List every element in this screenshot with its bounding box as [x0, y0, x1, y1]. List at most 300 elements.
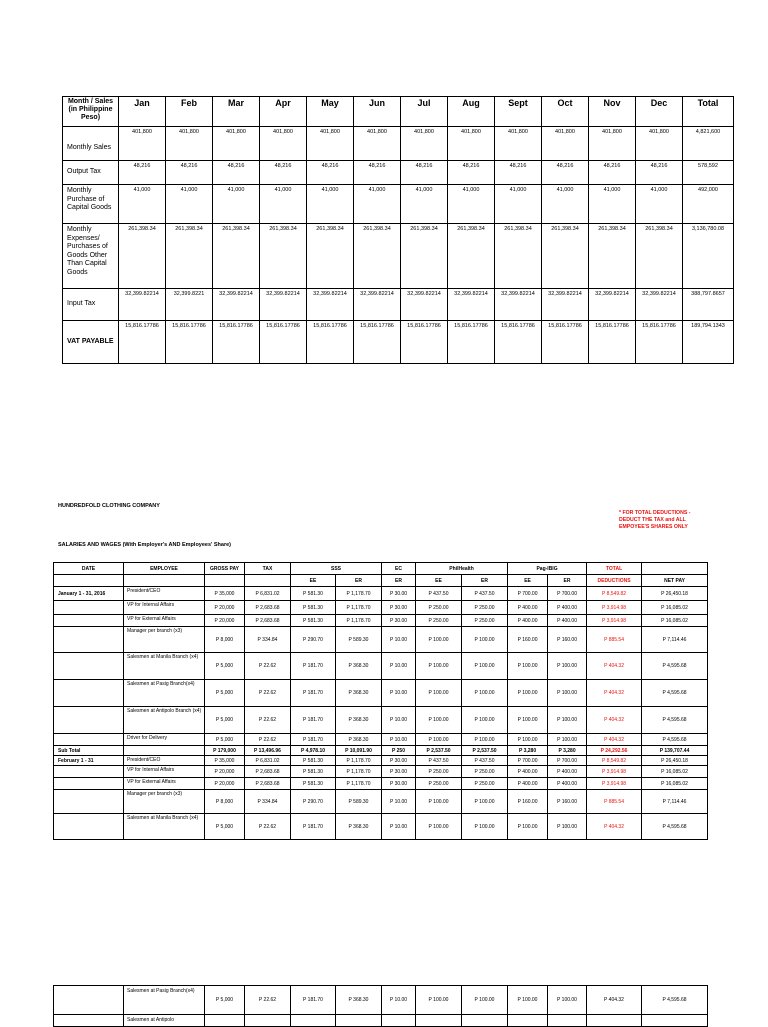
- date-cell: [54, 790, 124, 814]
- employee-cell: President/CEO: [124, 756, 205, 766]
- net-pay-cell: P 4,595.68: [642, 814, 708, 840]
- vat-row: [63, 185, 734, 224]
- pagibig-er-cell: P 700.00: [548, 756, 587, 766]
- header-ph-ee: EE: [416, 575, 462, 587]
- date-cell: [54, 627, 124, 653]
- gross-pay-cell: P 20,000: [205, 615, 245, 627]
- vat-cell: 48,216: [213, 161, 260, 185]
- gross-pay-cell: P 5,000: [205, 814, 245, 840]
- pagibig-er-cell: P 100.00: [548, 707, 587, 734]
- vat-cell: 401,800: [542, 127, 589, 161]
- vat-row-label: Monthly Purchase of Capital Goods: [63, 185, 119, 224]
- vat-cell: 261,398.34: [401, 224, 448, 289]
- total-deductions-cell: P 404.32: [587, 653, 642, 680]
- vat-cell: 15,816.17786: [213, 321, 260, 364]
- vat-cell: 261,398.34: [448, 224, 495, 289]
- vat-row-label: Monthly Sales: [63, 127, 119, 161]
- tax-cell: P 22.62: [245, 814, 291, 840]
- vat-cell: 261,398.34: [119, 224, 166, 289]
- header-sss: SSS: [291, 563, 382, 575]
- pagibig-ee-cell: P 400.00: [508, 778, 548, 790]
- total-deductions-cell: P 8,549.82: [587, 587, 642, 601]
- net-pay-cell: P 4,595.68: [642, 653, 708, 680]
- ec-er-cell: P 10.00: [382, 814, 416, 840]
- philhealth-ee-cell: P 250.00: [416, 615, 462, 627]
- subtotal-pagibig-er: P 3,280: [548, 746, 587, 756]
- ec-er-cell: P 10.00: [382, 707, 416, 734]
- net-pay-cell: P 16,085.02: [642, 778, 708, 790]
- vat-month-header-aug: Aug: [448, 97, 495, 127]
- table-row: [54, 615, 708, 627]
- gross-pay-cell: P 20,000: [205, 766, 245, 778]
- vat-cell: 261,398.34: [636, 224, 683, 289]
- sss-er-cell: P 589.30: [336, 627, 382, 653]
- pagibig-er-cell: P 100.00: [548, 680, 587, 707]
- philhealth-er-cell: P 437.50: [462, 587, 508, 601]
- tax-cell: P 334.84: [245, 790, 291, 814]
- vat-row-label: Output Tax: [63, 161, 119, 185]
- total-deductions-cell: P 404.32: [587, 986, 642, 1015]
- vat-row: [63, 289, 734, 321]
- sss-ee-cell: P 181.70: [291, 814, 336, 840]
- total-deductions-cell: P 3,914.98: [587, 766, 642, 778]
- date-cell: [54, 615, 124, 627]
- employee-cell: VP for External Affairs: [124, 615, 205, 627]
- vat-cell: 401,800: [636, 127, 683, 161]
- subtotal-total-deductions: P 24,292.56: [587, 746, 642, 756]
- gross-pay-cell: P 20,000: [205, 778, 245, 790]
- philhealth-ee-cell: P 250.00: [416, 766, 462, 778]
- vat-cell: 48,216: [448, 161, 495, 185]
- pagibig-er-cell: P 700.00: [548, 587, 587, 601]
- vat-row: [63, 321, 734, 364]
- employee-cell: Salesmen at Antipolo: [124, 1015, 205, 1027]
- philhealth-ee-cell: P 100.00: [416, 627, 462, 653]
- vat-cell: 48,216: [166, 161, 213, 185]
- sss-ee-cell: P 581.30: [291, 756, 336, 766]
- philhealth-er-cell: P 100.00: [462, 707, 508, 734]
- vat-month-header-oct: Oct: [542, 97, 589, 127]
- sss-er-cell: P 368.30: [336, 653, 382, 680]
- vat-cell: 15,816.17786: [260, 321, 307, 364]
- payroll-table: [53, 562, 708, 840]
- vat-month-header-apr: Apr: [260, 97, 307, 127]
- vat-cell: 48,216: [260, 161, 307, 185]
- philhealth-ee-cell: P 250.00: [416, 601, 462, 615]
- vat-total-cell: 492,000: [683, 185, 734, 224]
- subtotal-gross-pay: P 179,000: [205, 746, 245, 756]
- philhealth-er-cell: P 250.00: [462, 601, 508, 615]
- empty-cell: [642, 1015, 708, 1027]
- vat-cell: 48,216: [307, 161, 354, 185]
- vat-month-header-nov: Nov: [589, 97, 636, 127]
- vat-row: [63, 224, 734, 289]
- ec-er-cell: P 30.00: [382, 587, 416, 601]
- date-cell: [54, 680, 124, 707]
- philhealth-ee-cell: P 100.00: [416, 734, 462, 746]
- net-pay-cell: P 26,450.18: [642, 587, 708, 601]
- date-cell: [54, 707, 124, 734]
- payroll-header-row-1: [54, 563, 708, 575]
- pagibig-ee-cell: P 160.00: [508, 627, 548, 653]
- philhealth-ee-cell: P 100.00: [416, 790, 462, 814]
- philhealth-ee-cell: P 100.00: [416, 707, 462, 734]
- vat-cell: 32,399.82214: [354, 289, 401, 321]
- vat-cell: 401,800: [495, 127, 542, 161]
- vat-cell: 261,398.34: [589, 224, 636, 289]
- pagibig-ee-cell: P 100.00: [508, 986, 548, 1015]
- vat-row: [63, 161, 734, 185]
- vat-cell: 41,000: [166, 185, 213, 224]
- header-gross-pay: GROSS PAY: [205, 563, 245, 575]
- subtotal-employee-blank: [124, 746, 205, 756]
- pagibig-er-cell: P 160.00: [548, 790, 587, 814]
- tax-cell: P 22.62: [245, 734, 291, 746]
- subtotal-sss-ee: P 4,978.10: [291, 746, 336, 756]
- sss-er-cell: P 368.30: [336, 707, 382, 734]
- pagibig-er-cell: P 400.00: [548, 601, 587, 615]
- vat-cell: 41,000: [542, 185, 589, 224]
- vat-cell: 32,399.8221: [166, 289, 213, 321]
- philhealth-er-cell: P 100.00: [462, 814, 508, 840]
- vat-cell: 15,816.17786: [589, 321, 636, 364]
- vat-cell: 41,000: [448, 185, 495, 224]
- employee-cell: Salesmen at Antipolo Branch (x4): [124, 707, 205, 734]
- ec-er-cell: P 30.00: [382, 615, 416, 627]
- header-ec-er: ER: [382, 575, 416, 587]
- sss-ee-cell: P 581.30: [291, 601, 336, 615]
- empty-cell: [548, 1015, 587, 1027]
- sss-er-cell: P 368.30: [336, 986, 382, 1015]
- table-row: [54, 766, 708, 778]
- vat-corner-header: Month / Sales (in Philippine Peso): [63, 97, 119, 127]
- vat-cell: 48,216: [119, 161, 166, 185]
- gross-pay-cell: P 5,000: [205, 680, 245, 707]
- vat-cell: 48,216: [401, 161, 448, 185]
- vat-cell: 41,000: [307, 185, 354, 224]
- vat-cell: 261,398.34: [166, 224, 213, 289]
- pagibig-ee-cell: P 100.00: [508, 680, 548, 707]
- vat-cell: 41,000: [119, 185, 166, 224]
- tax-cell: P 22.62: [245, 707, 291, 734]
- vat-cell: 41,000: [636, 185, 683, 224]
- philhealth-er-cell: P 250.00: [462, 615, 508, 627]
- company-name: HUNDREDFOLD CLOTHING COMPANY: [58, 503, 160, 509]
- deductions-note: * FOR TOTAL DEDUCTIONS - DEDUCT THE TAX and ALL EMPOYEE'S SHARES ONLY: [619, 510, 691, 531]
- net-pay-cell: P 16,085.02: [642, 601, 708, 615]
- salaries-title: SALARIES AND WAGES (With Employer's AND Employees' Share): [58, 542, 231, 548]
- subtotal-pagibig-ee: P 3,280: [508, 746, 548, 756]
- header-sss-er: ER: [336, 575, 382, 587]
- table-row: [54, 653, 708, 680]
- gross-pay-cell: P 5,000: [205, 653, 245, 680]
- subtotal-label: Sub Total: [54, 746, 124, 756]
- vat-cell: 15,816.17786: [354, 321, 401, 364]
- subtotal-philhealth-er: P 2,537.50: [462, 746, 508, 756]
- header-deductions: DEDUCTIONS: [587, 575, 642, 587]
- vat-cell: 48,216: [589, 161, 636, 185]
- vat-cell: 32,399.82214: [636, 289, 683, 321]
- subtotal-net-pay: P 139,707.44: [642, 746, 708, 756]
- table-row: [54, 627, 708, 653]
- employee-cell: President/CEO: [124, 587, 205, 601]
- vat-cell: 401,800: [166, 127, 213, 161]
- subtotal-philhealth-ee: P 2,537.50: [416, 746, 462, 756]
- net-pay-cell: P 4,595.68: [642, 986, 708, 1015]
- vat-cell: 261,398.34: [354, 224, 401, 289]
- gross-pay-cell: P 5,000: [205, 734, 245, 746]
- sss-er-cell: P 368.30: [336, 814, 382, 840]
- tax-cell: P 2,683.68: [245, 766, 291, 778]
- subtotal-sss-er: P 10,091.90: [336, 746, 382, 756]
- vat-cell: 32,399.82214: [119, 289, 166, 321]
- pagibig-er-cell: P 400.00: [548, 778, 587, 790]
- pagibig-ee-cell: P 100.00: [508, 814, 548, 840]
- header-ec: EC: [382, 563, 416, 575]
- vat-cell: 15,816.17786: [119, 321, 166, 364]
- header-pi-er: ER: [548, 575, 587, 587]
- sss-er-cell: P 368.30: [336, 680, 382, 707]
- vat-cell: 15,816.17786: [307, 321, 354, 364]
- net-pay-cell: P 4,595.68: [642, 734, 708, 746]
- sss-er-cell: P 368.30: [336, 734, 382, 746]
- employee-cell: Salesmen at Manila Branch (x4): [124, 653, 205, 680]
- payroll-continuation-body: [54, 986, 708, 1027]
- vat-cell: 15,816.17786: [542, 321, 589, 364]
- ec-er-cell: P 30.00: [382, 601, 416, 615]
- vat-month-header-jan: Jan: [119, 97, 166, 127]
- philhealth-er-cell: P 437.50: [462, 756, 508, 766]
- ec-er-cell: P 30.00: [382, 756, 416, 766]
- subtotal-ec-er: P 250: [382, 746, 416, 756]
- gross-pay-cell: P 5,000: [205, 986, 245, 1015]
- payroll-continuation-table: [53, 985, 708, 1027]
- sss-ee-cell: P 581.30: [291, 615, 336, 627]
- vat-cell: 32,399.82214: [213, 289, 260, 321]
- date-cell: [54, 1015, 124, 1027]
- sss-ee-cell: P 181.70: [291, 707, 336, 734]
- ec-er-cell: P 30.00: [382, 778, 416, 790]
- ec-er-cell: P 10.00: [382, 734, 416, 746]
- philhealth-er-cell: P 250.00: [462, 766, 508, 778]
- vat-cell: 401,800: [307, 127, 354, 161]
- employee-cell: Driver for Delivery: [124, 734, 205, 746]
- tax-cell: P 2,683.68: [245, 615, 291, 627]
- net-pay-cell: P 26,450.18: [642, 756, 708, 766]
- date-cell: [54, 734, 124, 746]
- empty-cell: [462, 1015, 508, 1027]
- table-row: [54, 986, 708, 1015]
- net-pay-cell: P 4,595.68: [642, 680, 708, 707]
- sss-ee-cell: P 581.30: [291, 587, 336, 601]
- sss-er-cell: P 589.30: [336, 790, 382, 814]
- sss-ee-cell: P 581.30: [291, 766, 336, 778]
- employee-cell: Manager per branch (x3): [124, 627, 205, 653]
- philhealth-er-cell: P 100.00: [462, 627, 508, 653]
- gross-pay-cell: P 8,000: [205, 790, 245, 814]
- header-net-pay: NET PAY: [642, 575, 708, 587]
- header-philhealth: PhilHealth: [416, 563, 508, 575]
- vat-cell: 15,816.17786: [166, 321, 213, 364]
- employee-cell: VP for Internal Affairs: [124, 601, 205, 615]
- vat-month-header-jun: Jun: [354, 97, 401, 127]
- date-cell: [54, 766, 124, 778]
- net-pay-cell: P 7,114.46: [642, 790, 708, 814]
- employee-cell: Salesmen at Pasig Branch(x4): [124, 680, 205, 707]
- header-date-blank: [54, 575, 124, 587]
- table-row: [54, 790, 708, 814]
- vat-cell: 41,000: [495, 185, 542, 224]
- vat-total-header: Total: [683, 97, 734, 127]
- empty-cell: [245, 1015, 291, 1027]
- vat-cell: 32,399.82214: [495, 289, 542, 321]
- pagibig-ee-cell: P 160.00: [508, 790, 548, 814]
- vat-cell: 261,398.34: [307, 224, 354, 289]
- vat-cell: 401,800: [401, 127, 448, 161]
- employee-cell: VP for External Affairs: [124, 778, 205, 790]
- total-deductions-cell: P 404.32: [587, 680, 642, 707]
- vat-cell: 41,000: [401, 185, 448, 224]
- empty-cell: [336, 1015, 382, 1027]
- philhealth-er-cell: P 250.00: [462, 778, 508, 790]
- philhealth-ee-cell: P 437.50: [416, 756, 462, 766]
- date-cell: January 1 - 31, 2016: [54, 587, 124, 601]
- table-row: [54, 756, 708, 766]
- pagibig-ee-cell: P 100.00: [508, 734, 548, 746]
- header-date: DATE: [54, 563, 124, 575]
- table-row: [54, 707, 708, 734]
- vat-cell: 15,816.17786: [401, 321, 448, 364]
- ec-er-cell: P 10.00: [382, 680, 416, 707]
- tax-cell: P 6,831.02: [245, 587, 291, 601]
- sss-ee-cell: P 181.70: [291, 734, 336, 746]
- sss-ee-cell: P 290.70: [291, 627, 336, 653]
- pagibig-er-cell: P 100.00: [548, 814, 587, 840]
- sss-ee-cell: P 581.30: [291, 778, 336, 790]
- payroll-header-row-2: [54, 575, 708, 587]
- vat-cell: 261,398.34: [495, 224, 542, 289]
- philhealth-ee-cell: P 100.00: [416, 680, 462, 707]
- date-cell: [54, 601, 124, 615]
- vat-cell: 401,800: [119, 127, 166, 161]
- table-row: [54, 1015, 708, 1027]
- sss-ee-cell: P 181.70: [291, 653, 336, 680]
- philhealth-ee-cell: P 100.00: [416, 986, 462, 1015]
- net-pay-cell: P 16,085.02: [642, 615, 708, 627]
- sss-er-cell: P 1,178.70: [336, 778, 382, 790]
- vat-cell: 261,398.34: [542, 224, 589, 289]
- ec-er-cell: P 10.00: [382, 627, 416, 653]
- ec-er-cell: P 10.00: [382, 986, 416, 1015]
- philhealth-ee-cell: P 250.00: [416, 778, 462, 790]
- sss-ee-cell: P 290.70: [291, 790, 336, 814]
- ec-er-cell: P 30.00: [382, 766, 416, 778]
- vat-cell: 32,399.82214: [401, 289, 448, 321]
- employee-cell: Manager per branch (x3): [124, 790, 205, 814]
- vat-month-header-jul: Jul: [401, 97, 448, 127]
- table-row: [54, 814, 708, 840]
- sss-er-cell: P 1,178.70: [336, 615, 382, 627]
- employee-cell: VP for Internal Affairs: [124, 766, 205, 778]
- vat-cell: 48,216: [636, 161, 683, 185]
- vat-cell: 401,800: [213, 127, 260, 161]
- vat-cell: 261,398.34: [213, 224, 260, 289]
- pagibig-ee-cell: P 100.00: [508, 653, 548, 680]
- pagibig-ee-cell: P 400.00: [508, 766, 548, 778]
- pagibig-ee-cell: P 700.00: [508, 587, 548, 601]
- philhealth-ee-cell: P 100.00: [416, 814, 462, 840]
- vat-table: [62, 96, 734, 364]
- net-pay-cell: P 4,595.68: [642, 707, 708, 734]
- vat-month-header-dec: Dec: [636, 97, 683, 127]
- vat-cell: 32,399.82214: [260, 289, 307, 321]
- vat-month-header-may: May: [307, 97, 354, 127]
- header-total: TOTAL: [587, 563, 642, 575]
- vat-cell: 401,800: [589, 127, 636, 161]
- sss-er-cell: P 1,178.70: [336, 766, 382, 778]
- gross-pay-cell: P 35,000: [205, 587, 245, 601]
- vat-cell: 32,399.82214: [307, 289, 354, 321]
- total-deductions-cell: P 3,914.98: [587, 601, 642, 615]
- subtotal-row: [54, 746, 708, 756]
- vat-cell: 15,816.17786: [495, 321, 542, 364]
- header-employee: EMPLOYEE: [124, 563, 205, 575]
- vat-cell: 41,000: [213, 185, 260, 224]
- pagibig-er-cell: P 160.00: [548, 627, 587, 653]
- empty-cell: [587, 1015, 642, 1027]
- philhealth-ee-cell: P 437.50: [416, 587, 462, 601]
- total-deductions-cell: P 3,914.98: [587, 778, 642, 790]
- vat-header-row: [63, 97, 734, 127]
- sss-ee-cell: P 181.70: [291, 986, 336, 1015]
- tax-cell: P 6,831.02: [245, 756, 291, 766]
- sss-er-cell: P 1,178.70: [336, 756, 382, 766]
- vat-cell: 41,000: [260, 185, 307, 224]
- vat-total-cell: 3,136,780.08: [683, 224, 734, 289]
- vat-row: [63, 127, 734, 161]
- header-sss-ee: EE: [291, 575, 336, 587]
- philhealth-er-cell: P 100.00: [462, 734, 508, 746]
- gross-pay-cell: P 5,000: [205, 707, 245, 734]
- pagibig-er-cell: P 100.00: [548, 734, 587, 746]
- pagibig-er-cell: P 400.00: [548, 615, 587, 627]
- vat-total-cell: 388,797.8657: [683, 289, 734, 321]
- total-deductions-cell: P 404.32: [587, 707, 642, 734]
- ec-er-cell: P 10.00: [382, 653, 416, 680]
- total-deductions-cell: P 404.32: [587, 734, 642, 746]
- vat-cell: 401,800: [448, 127, 495, 161]
- tax-cell: P 22.62: [245, 653, 291, 680]
- subtotal-tax: P 13,496.96: [245, 746, 291, 756]
- philhealth-ee-cell: P 100.00: [416, 653, 462, 680]
- vat-cell: 41,000: [589, 185, 636, 224]
- gross-pay-cell: P 8,000: [205, 627, 245, 653]
- philhealth-er-cell: P 100.00: [462, 986, 508, 1015]
- vat-cell: 261,398.34: [260, 224, 307, 289]
- total-deductions-cell: P 404.32: [587, 814, 642, 840]
- vat-cell: 15,816.17786: [448, 321, 495, 364]
- table-row: [54, 778, 708, 790]
- pagibig-ee-cell: P 700.00: [508, 756, 548, 766]
- empty-cell: [382, 1015, 416, 1027]
- pagibig-ee-cell: P 400.00: [508, 615, 548, 627]
- sss-ee-cell: P 181.70: [291, 680, 336, 707]
- ec-er-cell: P 10.00: [382, 790, 416, 814]
- net-pay-cell: P 16,085.02: [642, 766, 708, 778]
- header-tax: TAX: [245, 563, 291, 575]
- date-cell: [54, 986, 124, 1015]
- philhealth-er-cell: P 100.00: [462, 680, 508, 707]
